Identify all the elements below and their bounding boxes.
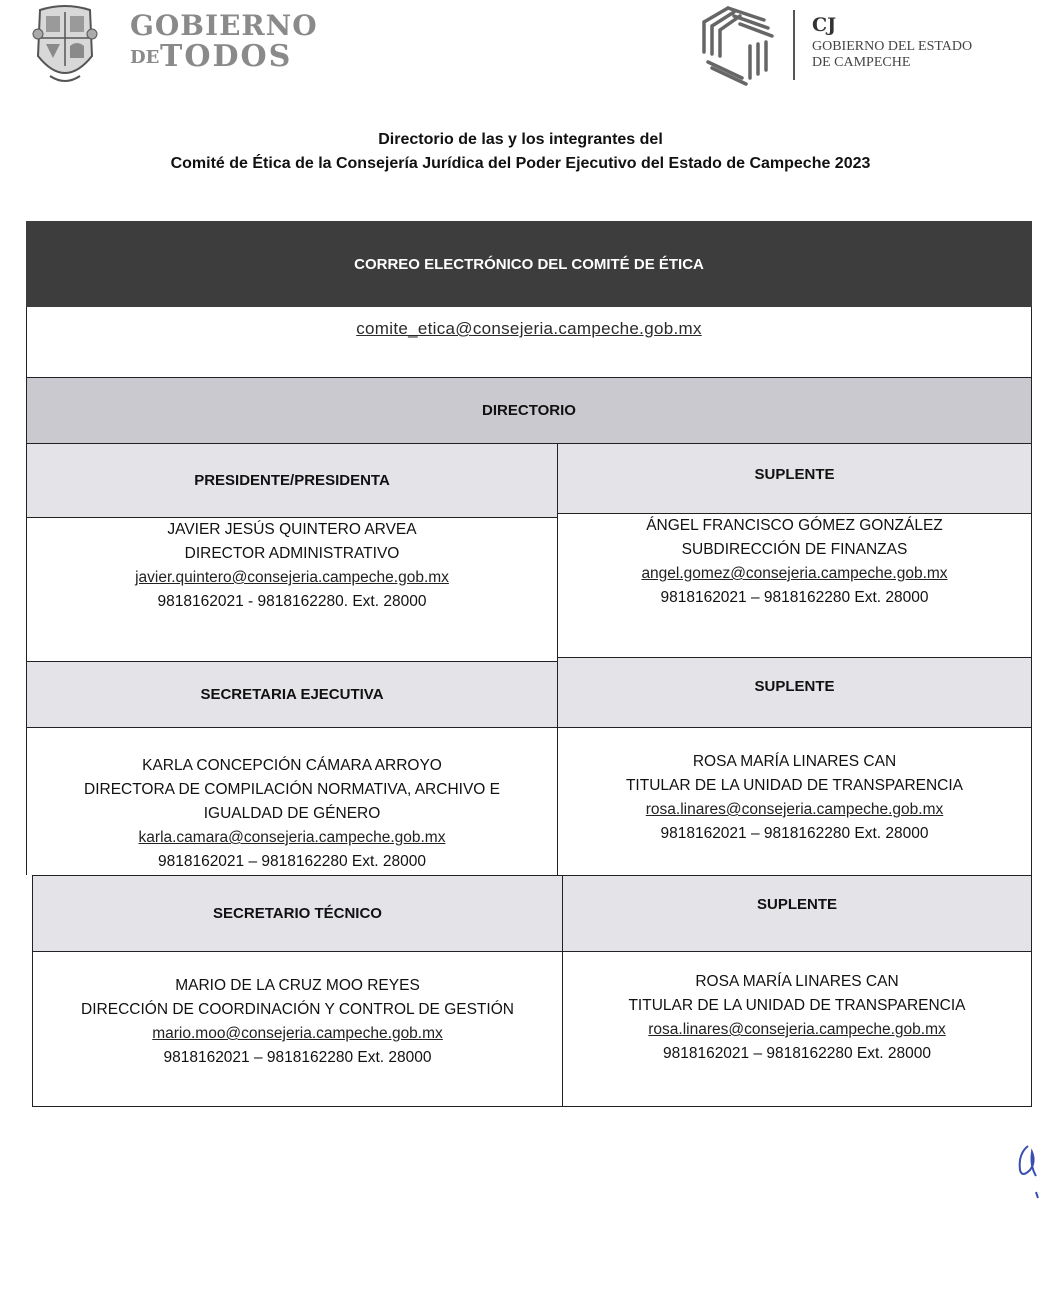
suplente-1-header-label: SUPLENTE (754, 466, 835, 483)
suplente-3-body-cell (562, 951, 1032, 1107)
suplente-3-phone: 9818162021 – 9818162280 Ext. 28000 (662, 1045, 932, 1062)
suplente-3-role: TITULAR DE LA UNIDAD DE TRANSPARENCIA (628, 997, 966, 1014)
presidente-name: JAVIER JESÚS QUINTERO ARVEA (167, 521, 417, 538)
logo-word-de: DE (130, 47, 160, 68)
suplente-2-header-label: SUPLENTE (754, 678, 835, 695)
cj-logo (694, 2, 1014, 86)
presidente-header-label: PRESIDENTE/PRESIDENTA (194, 472, 390, 489)
suplente-2-phone: 9818162021 – 9818162280 Ext. 28000 (660, 825, 929, 842)
secretario-tecnico-role: DIRECCIÓN DE COORDINACIÓN Y CONTROL DE GESTIÓN (81, 1001, 514, 1018)
handwritten-signature-icon (1010, 1140, 1041, 1200)
secretario-tecnico-body-cell (32, 951, 562, 1107)
title-line-2: Comité de Ética de la Consejería Jurídica del Poder Ejecutivo del Estado de Campeche 2023 (170, 155, 871, 172)
logo-cj-line1: GOBIERNO DEL ESTADO (812, 39, 973, 54)
suplente-2-body-cell (557, 727, 1032, 875)
suplente-1-phone: 9818162021 – 9818162280 Ext. 28000 (660, 589, 929, 606)
presidente-header-cell (26, 443, 557, 517)
cj-emblem-icon (694, 2, 778, 86)
directory-header-row (26, 377, 1032, 443)
suplente-2-role: TITULAR DE LA UNIDAD DE TRANSPARENCIA (625, 777, 964, 794)
directory-table (26, 221, 1032, 1107)
title-line-1: Directorio de las y los integrantes del (378, 131, 663, 148)
suplente-3-header-label: SUPLENTE (756, 896, 837, 913)
logo-word-gobierno: GOBIERNO (130, 9, 318, 42)
suplente-2-name: ROSA MARÍA LINARES CAN (692, 753, 897, 770)
presidente-email-link[interactable]: javier.quintero@consejeria.campeche.gob.mx (135, 569, 449, 586)
suplente-1-body-cell (557, 513, 1032, 657)
secretaria-ejecutiva-role-line2: IGUALDAD DE GÉNERO (203, 805, 381, 822)
suplente-2-header-cell (557, 657, 1032, 727)
campeche-coat-of-arms-icon (32, 4, 98, 88)
suplente-3-header-cell (562, 875, 1032, 951)
suplente-3-email-link[interactable]: rosa.linares@consejeria.campeche.gob.mx (648, 1021, 946, 1038)
secretaria-ejecutiva-phone: 9818162021 – 9818162280 Ext. 28000 (157, 853, 427, 870)
presidente-phone: 9818162021 - 9818162280. Ext. 28000 (157, 593, 427, 610)
secretaria-ejecutiva-header-label: SECRETARIA EJECUTIVA (200, 686, 384, 703)
document-title (0, 128, 1041, 176)
secretario-tecnico-phone: 9818162021 – 9818162280 Ext. 28000 (163, 1049, 432, 1066)
logo-word-todos: TODOS (160, 39, 293, 74)
presidente-role: DIRECTOR ADMINISTRATIVO (184, 545, 400, 562)
secretaria-ejecutiva-name: KARLA CONCEPCIÓN CÁMARA ARROYO (142, 757, 442, 774)
logo-cj-abbr: CJ (812, 14, 837, 36)
logo-divider (793, 10, 795, 80)
secretaria-ejecutiva-body-cell (26, 727, 557, 875)
table-bottom-border (32, 1106, 1032, 1107)
suplente-3-name: ROSA MARÍA LINARES CAN (695, 973, 899, 990)
email-header-label: CORREO ELECTRÓNICO DEL COMITÉ DE ÉTICA (354, 255, 704, 273)
suplente-1-role: SUBDIRECCIÓN DE FINANZAS (681, 541, 908, 558)
secretaria-ejecutiva-email-link[interactable]: karla.camara@consejeria.campeche.gob.mx (138, 829, 446, 846)
secretaria-ejecutiva-role-line1: DIRECTORA DE COMPILACIÓN NORMATIVA, ARCHIVO E (84, 781, 500, 798)
secretaria-ejecutiva-header-cell (26, 661, 557, 727)
committee-email-link[interactable]: comite_etica@consejeria.campeche.gob.mx (356, 319, 702, 338)
secretario-tecnico-header-cell (32, 875, 562, 951)
secretario-tecnico-email-link[interactable]: mario.moo@consejeria.campeche.gob.mx (152, 1025, 443, 1042)
presidente-body-cell (26, 517, 557, 661)
gobierno-de-todos-logo (32, 4, 332, 88)
suplente-1-email-link[interactable]: angel.gomez@consejeria.campeche.gob.mx (641, 565, 948, 582)
suplente-2-email-link[interactable]: rosa.linares@consejeria.campeche.gob.mx (645, 801, 944, 818)
secretario-tecnico-name: MARIO DE LA CRUZ MOO REYES (175, 977, 420, 994)
suplente-1-name: ÁNGEL FRANCISCO GÓMEZ GONZÁLEZ (646, 517, 943, 534)
committee-email-row (26, 307, 1032, 377)
secretario-tecnico-header-label: SECRETARIO TÉCNICO (213, 905, 382, 922)
logo-cj-line2: DE CAMPECHE (812, 55, 911, 70)
suplente-1-header-cell (557, 443, 1032, 513)
directory-header-label: DIRECTORIO (482, 402, 576, 419)
email-header-row (26, 221, 1032, 307)
